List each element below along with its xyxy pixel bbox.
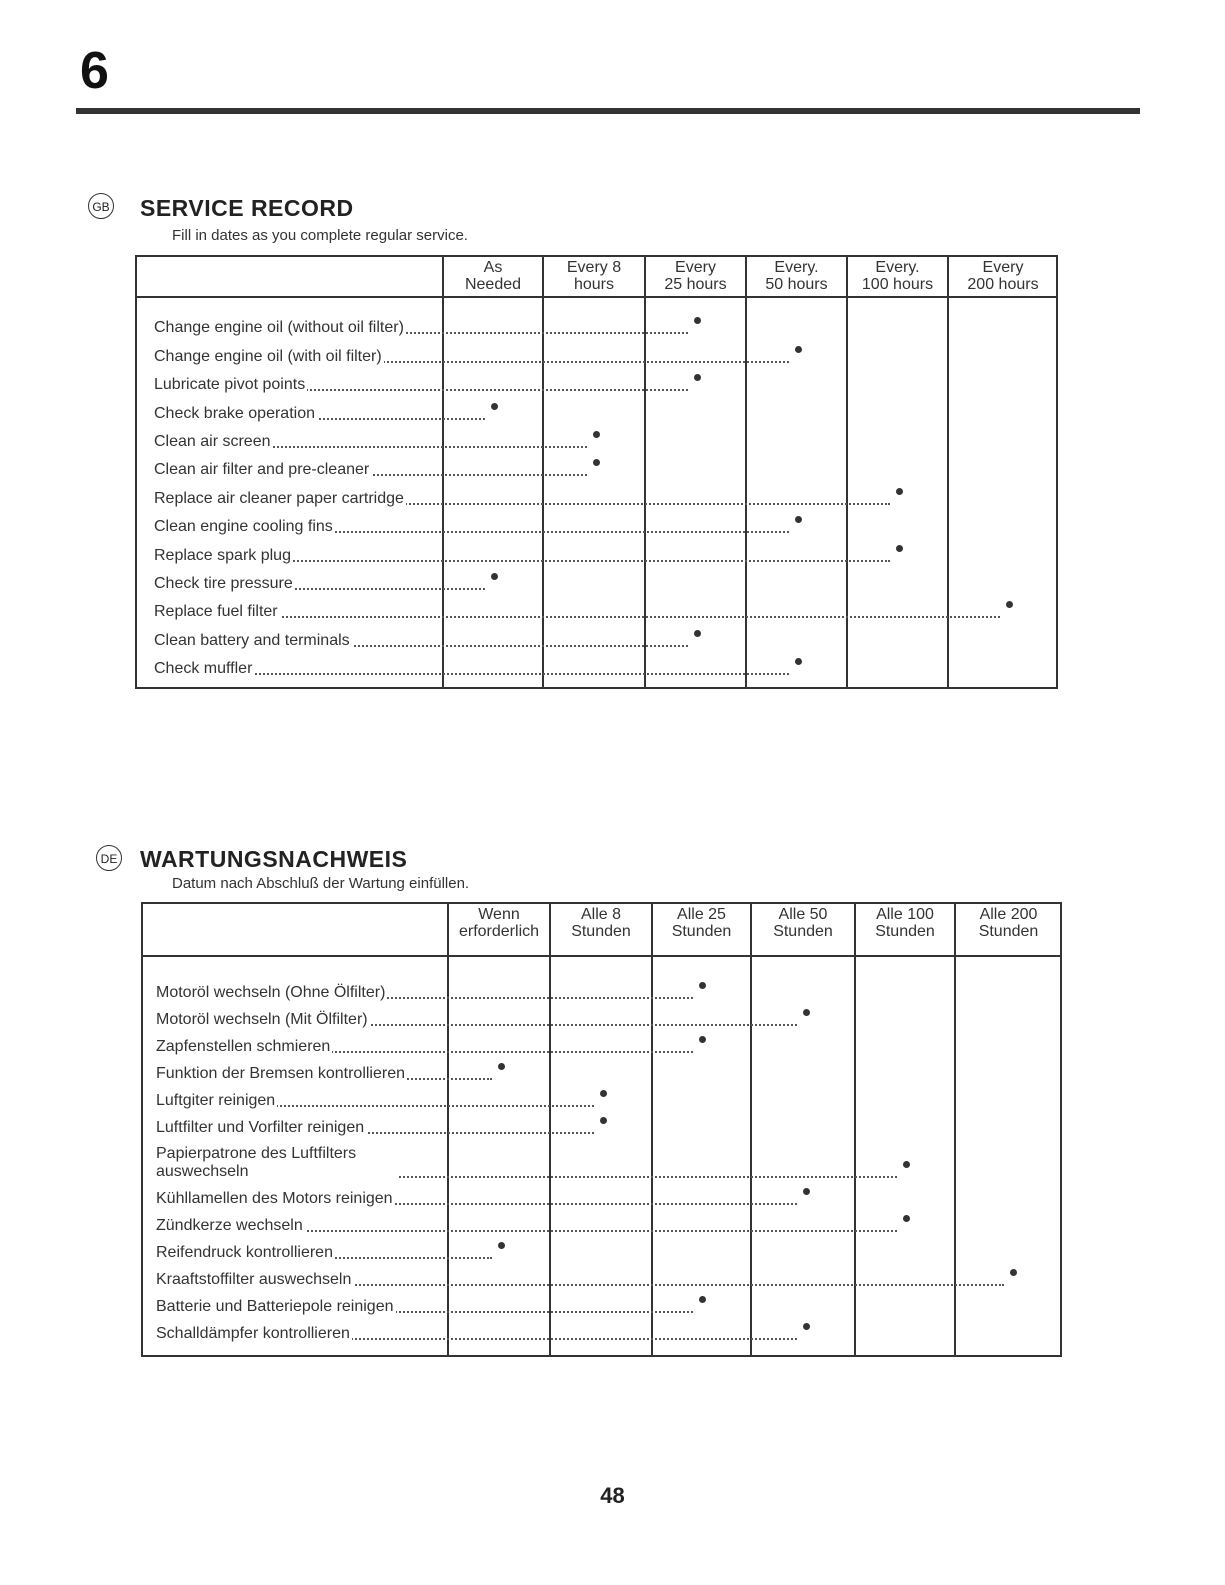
interval-marker (593, 431, 600, 438)
chapter-number: 6 (80, 42, 109, 100)
interval-marker (896, 545, 903, 552)
column-header-line2: Needed (464, 276, 522, 293)
interval-marker (600, 1117, 607, 1124)
column-divider (846, 255, 848, 689)
column-header (448, 906, 550, 940)
column-header (855, 906, 955, 940)
column-header (550, 906, 652, 940)
task-label: Motoröl wechseln (Mit Ölfilter) (156, 1011, 368, 1028)
interval-marker (694, 630, 701, 637)
column-header-line1: Every (982, 259, 1024, 276)
column-header (543, 259, 645, 293)
section-title: WARTUNGSNACHWEIS (140, 846, 408, 872)
column-header (443, 259, 543, 293)
interval-marker (498, 1063, 505, 1070)
column-header-line1: Alle 200 (979, 906, 1038, 923)
task-label: Change engine oil (with oil filter) (154, 347, 382, 365)
language-badge: DE (96, 845, 122, 871)
interval-marker (699, 982, 706, 989)
interval-marker (896, 488, 903, 495)
interval-marker (903, 1161, 910, 1168)
column-header-line1: Alle 50 (778, 906, 828, 923)
interval-marker (491, 573, 498, 580)
interval-marker (803, 1188, 810, 1195)
column-header-line2: hours (573, 276, 615, 293)
interval-marker (803, 1323, 810, 1330)
task-label: Funktion der Bremsen kontrollieren (156, 1065, 406, 1082)
column-divider (854, 902, 856, 1357)
column-header-line1: Alle 100 (876, 906, 934, 923)
column-divider (651, 902, 653, 1357)
column-header-line2: Stunden (978, 923, 1039, 940)
task-label: Luftfilter und Vorfilter reinigen (156, 1119, 365, 1136)
interval-marker (903, 1215, 910, 1222)
task-label: Clean engine cooling fins (154, 518, 333, 536)
task-label: Change engine oil (without oil filter) (154, 319, 404, 337)
task-label: Luftgiter reinigen (156, 1092, 276, 1109)
column-divider (954, 902, 956, 1357)
interval-marker (699, 1296, 706, 1303)
section-subtitle: Fill in dates as you complete regular service. (172, 227, 468, 244)
task-label: Schalldämpfer kontrollieren (156, 1325, 350, 1342)
header-rule (76, 108, 1140, 114)
task-label: Check muffler (154, 660, 253, 678)
column-header-line1: Alle 25 (677, 906, 726, 923)
column-divider (549, 902, 551, 1357)
column-divider (447, 902, 449, 1357)
task-label: Clean air filter and pre-cleaner (154, 461, 370, 479)
column-header (847, 259, 948, 293)
task-label: Zündkerze wechseln (156, 1217, 303, 1234)
interval-marker (600, 1090, 607, 1097)
header-divider (135, 296, 1058, 298)
task-label: Replace spark plug (154, 546, 291, 564)
column-header-line1: Wenn (478, 906, 520, 923)
task-label: Check brake operation (154, 404, 315, 422)
column-divider (947, 255, 949, 689)
dotted-leader (162, 673, 789, 675)
column-header-line1: As (483, 259, 503, 276)
task-label: Zapfenstellen schmieren (156, 1038, 331, 1055)
column-header-line1: Every 8 (566, 259, 622, 276)
task-label: Lubricate pivot points (154, 376, 306, 394)
column-header-line1: Every. (774, 259, 819, 276)
task-label: Clean battery and terminals (154, 631, 350, 649)
task-label: Reifendruck kontrollieren (156, 1244, 333, 1261)
interval-marker (699, 1036, 706, 1043)
interval-marker (1010, 1269, 1017, 1276)
task-label: Batterie und Batteriepole reinigen (156, 1298, 394, 1315)
column-header-line2: 50 hours (765, 276, 828, 293)
header-divider (141, 955, 1062, 957)
section-subtitle: Datum nach Abschluß der Wartung einfüllen. (172, 875, 470, 892)
interval-marker (795, 346, 802, 353)
column-divider (745, 255, 747, 689)
column-header-line2: Stunden (875, 923, 935, 940)
column-header-line2: Stunden (671, 923, 732, 940)
column-header (746, 259, 847, 293)
task-label: Kühllamellen des Motors reinigen (156, 1190, 393, 1207)
task-label: Replace fuel filter (154, 603, 278, 621)
column-header (751, 906, 855, 940)
column-divider (542, 255, 544, 689)
task-label: Kraaftstoffilter auswechseln (156, 1271, 352, 1288)
column-divider (644, 255, 646, 689)
column-header-line1: Alle 8 (580, 906, 622, 923)
column-header-line2: 200 hours (967, 276, 1039, 293)
dotted-leader (162, 616, 1000, 618)
column-header-line2: erforderlich (458, 923, 540, 940)
interval-marker (491, 403, 498, 410)
section-title: SERVICE RECORD (140, 195, 354, 221)
task-label: Clean air screen (154, 433, 271, 450)
column-header-line1: Every (675, 259, 716, 276)
page-number: 48 (600, 1483, 625, 1508)
column-header (652, 906, 751, 940)
column-header (645, 259, 746, 293)
task-label: Papierpatrone des Luftfilters auswechseln (156, 1145, 398, 1181)
column-header (948, 259, 1058, 293)
column-header-line2: Stunden (571, 923, 631, 940)
column-header-line2: Stunden (773, 923, 833, 940)
column-header-line2: 25 hours (664, 276, 727, 293)
task-label: Check tire pressure (154, 575, 293, 592)
interval-marker (803, 1009, 810, 1016)
column-divider (442, 255, 444, 689)
task-label: Replace air cleaner paper cartridge (154, 489, 404, 507)
task-label: Motoröl wechseln (Ohne Ölfilter) (156, 984, 386, 1001)
column-header-line2: 100 hours (861, 276, 934, 293)
column-divider (750, 902, 752, 1357)
column-header (955, 906, 1062, 940)
interval-marker (498, 1242, 505, 1249)
column-header-line1: Every. (875, 259, 920, 276)
language-badge: GB (88, 193, 114, 219)
